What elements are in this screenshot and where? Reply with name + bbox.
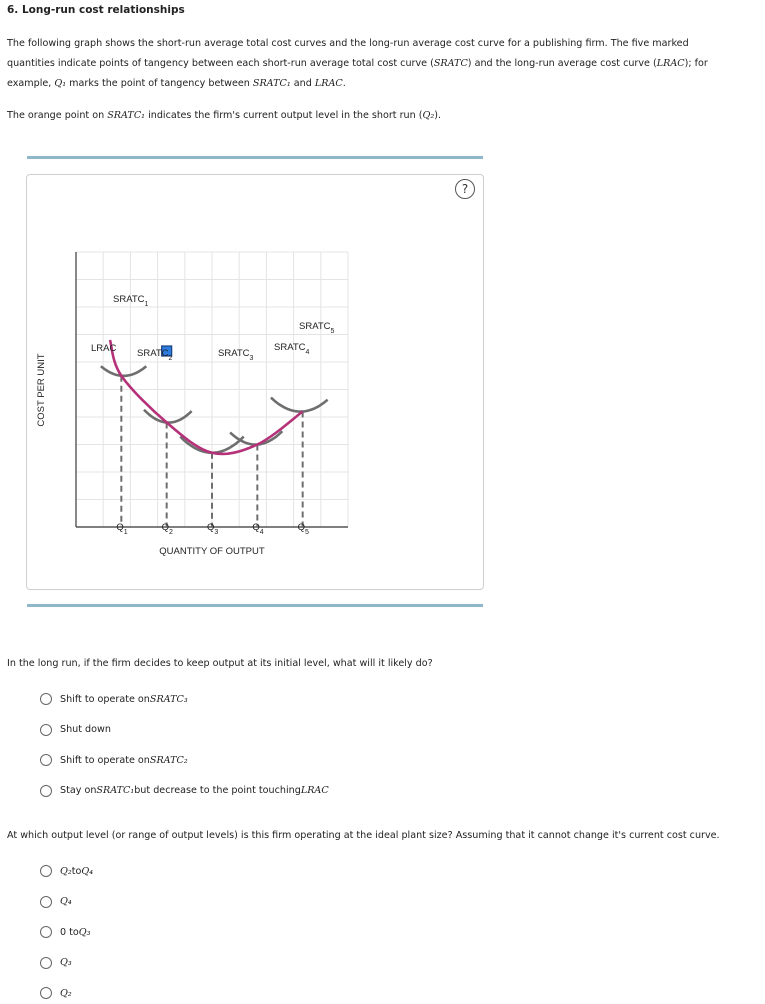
x-tick-label-q2: $Q_2$: [161, 522, 173, 536]
option-text: to: [71, 865, 82, 877]
option-text: Shut down: [60, 724, 111, 735]
option-text: Shift to operate on: [60, 693, 150, 705]
sratc-5-curve: [271, 398, 328, 412]
option-text: Q₂: [60, 987, 72, 999]
sratc-4-label: $SRATC_4$: [274, 342, 310, 356]
sratc-5-label: $SRATC_5$: [299, 321, 335, 335]
radio-button[interactable]: [40, 724, 52, 736]
sratc-1-label: $SRATC_1$: [113, 294, 149, 308]
sratc-2-label: $SRATC_2$: [137, 348, 173, 362]
intro-line-4: The orange point on SRATC₁ indicates the firm's current output level in the short run (Q₂).: [7, 110, 442, 121]
option-text: Shift to operate on: [60, 754, 150, 766]
radio-button[interactable]: [40, 957, 52, 969]
radio-button[interactable]: [40, 865, 52, 877]
radio-button[interactable]: [40, 987, 52, 999]
q2-option-4[interactable]: [40, 957, 72, 969]
q2-option-2[interactable]: [40, 896, 72, 908]
intro-line-1: The following graph shows the short-run average total cost curves and the long-run average cost curve for a publishing firm. The five marked: [7, 38, 689, 49]
option-text: Q₄: [60, 896, 72, 907]
q1-option-1[interactable]: [40, 693, 188, 705]
x-tick-label-q1: $Q_1$: [116, 522, 128, 536]
option-text: but decrease to the point touching: [134, 785, 301, 796]
radio-button[interactable]: [40, 926, 52, 938]
q2-option-5[interactable]: [40, 987, 72, 999]
help-button[interactable]: ?: [455, 179, 475, 199]
x-axis-title: QUANTITY OF OUTPUT: [159, 546, 265, 557]
q1-option-4[interactable]: [40, 785, 329, 797]
y-axis-title: COST PER UNIT: [36, 353, 47, 427]
radio-button[interactable]: [40, 785, 52, 797]
x-tick-label-q3: $Q_3$: [207, 522, 219, 536]
intro-line-3: example, Q₁ marks the point of tangency between SRATC₁ and LRAC.: [7, 78, 346, 89]
sratc-1-curve: [101, 366, 146, 376]
intro-line-2: quantities indicate points of tangency between each short-run average total cost curve (SRATC) and the long-run average cost curve (LRAC); for: [7, 58, 708, 69]
radio-button[interactable]: [40, 754, 52, 766]
page-heading: 6. Long-run cost relationships: [7, 4, 185, 16]
option-text: Stay on: [60, 785, 97, 796]
option-text: SRATC₁: [96, 785, 135, 796]
lrac-label: LRAC: [91, 343, 117, 354]
option-text: Q₃: [78, 926, 91, 938]
radio-button[interactable]: [40, 896, 52, 908]
option-text: Q₄: [81, 865, 94, 877]
option-text: SRATC₂: [149, 754, 188, 766]
option-text: LRAC: [300, 785, 329, 796]
q1-option-3[interactable]: [40, 754, 188, 766]
q2-option-1[interactable]: [40, 865, 93, 877]
x-tick-label-q5: $Q_5$: [297, 522, 309, 536]
option-text: Q₂: [60, 865, 72, 877]
q1-option-2[interactable]: [40, 724, 111, 736]
q2-option-3[interactable]: [40, 926, 91, 938]
bottom-divider: [27, 604, 483, 607]
x-tick-label-q4: $Q_4$: [252, 522, 264, 536]
option-text: Q₃: [60, 957, 72, 968]
option-text: 0 to: [60, 926, 79, 938]
option-text: SRATC₃: [149, 693, 188, 705]
sratc-3-label: $SRATC_3$: [218, 348, 254, 362]
question-1: In the long run, if the firm decides to keep output at its initial level, what will it likely do?: [7, 658, 433, 669]
radio-button[interactable]: [40, 693, 52, 705]
question-2: At which output level (or range of output levels) is this firm operating at the ideal plant size? Assuming that it cannot change it's current cost curve.: [7, 830, 720, 841]
